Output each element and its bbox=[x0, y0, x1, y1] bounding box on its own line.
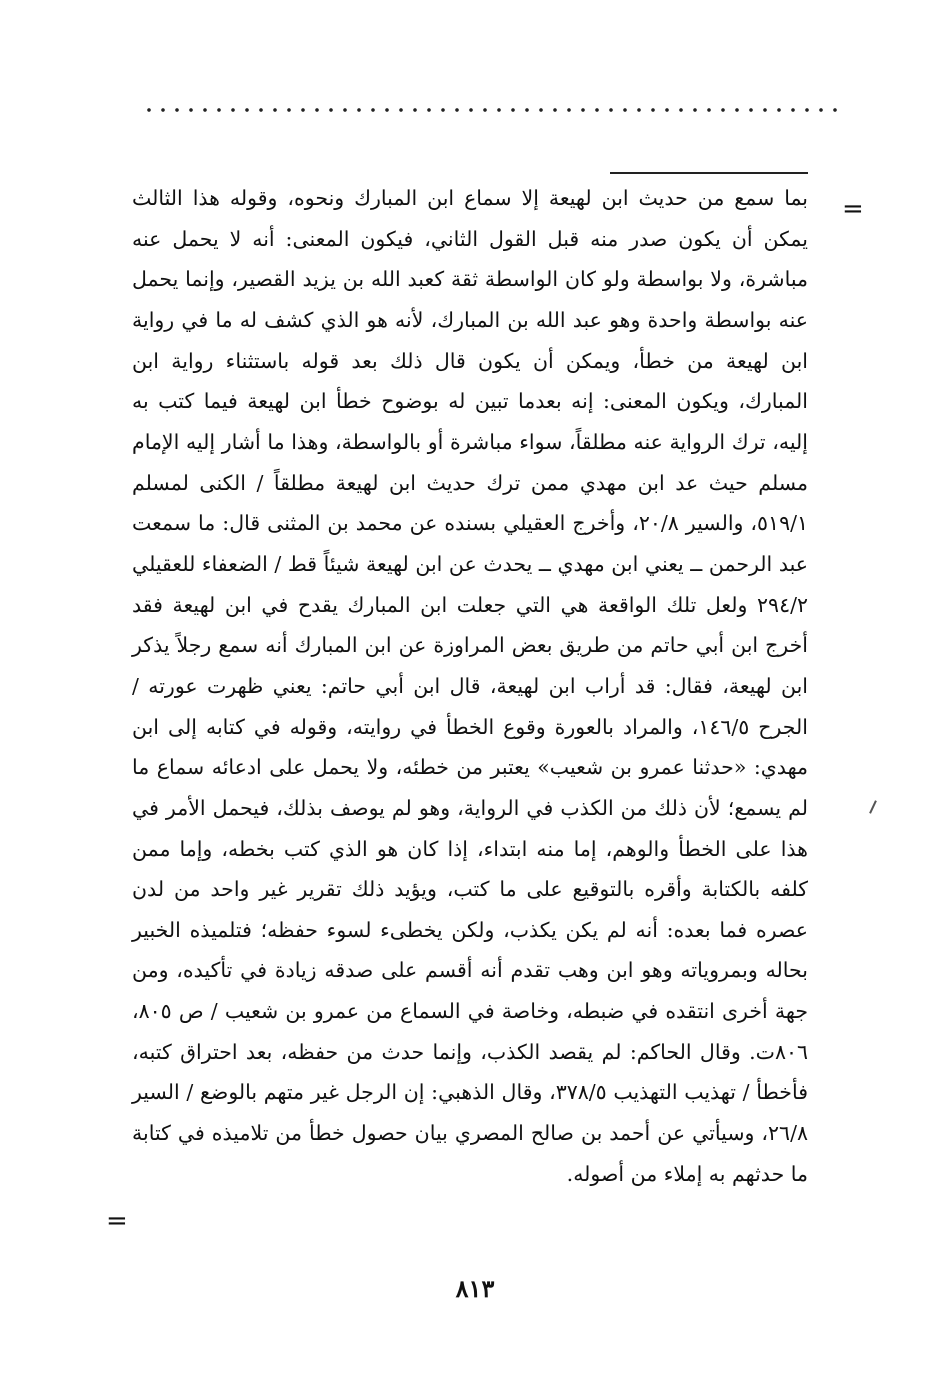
continuation-mark-end: = bbox=[106, 1206, 128, 1236]
dotted-separator bbox=[142, 106, 842, 114]
page-number: ٨١٣ bbox=[455, 1274, 495, 1303]
continuation-mark-start: = bbox=[842, 194, 864, 224]
footnote-rule bbox=[610, 172, 808, 174]
margin-tick-mark bbox=[869, 800, 877, 814]
footnote-text: بما سمع من حديث ابن لهيعة إلا سماع ابن المبارك ونحوه، وقوله هذا الثالث يمكن أن يكون صدر منه قبل القول الثاني، فيكون المعنى: أنه لا يحمل عنه مباشرة، ولا بواسطة ولو كان الواسطة ثقة كعبد الله بن يزيد القصير، وإنما يحمل عنه بواسطة واحدة وهو عبد الله بن المبارك، لأنه هو الذي كشف له ما في رواية ابن لهيعة من خطأ، ويمكن أن يكون قال ذلك بعد قوله باستثناء رواية ابن المبارك، ويكون المعنى: إنه بعدما تبين له بوضوح خطأ ابن لهيعة فيما كتب به إليه، ترك الرواية عنه مطلقاً، سواء مباشرة أو بالواسطة، وهذا ما أشار إليه الإمام مسلم حيث عد ابن مهدي ممن ترك حديث ابن لهيعة مطلقاً / الكنى لمسلم ٥١٩/١، والسير ٢٠/٨، وأخرج العقيلي بسنده عن محمد بن المثنى قال: ما سمعت عبد الرحمن ــ يعني ابن مهدي ــ يحدث عن ابن لهيعة شيئاً قط / الضعفاء للعقيلي ٢٩٤/٢ ولعل تلك الواقعة هي التي جعلت ابن المبارك يقدح في ابن لهيعة فقد أخرج ابن أبي حاتم من طريق بعض المراوزة عن ابن المبارك أنه سمع رجلاً يذكر ابن لهيعة، فقال: قد أراب ابن لهيعة، قال ابن أبي حاتم: يعني ظهرت عورته / الجرح ١٤٦/٥، والمراد بالعورة وقوع الخطأ في روايته، وقوله في كتابه إلى ابن مهدي: «حدثنا عمرو بن شعيب» يعتبر من خطئه، ولا يحمل على ادعائه سماع ما لم يسمع؛ لأن ذلك من الكذب في الرواية، وهو لم يوصف بذلك، فيحمل الأمر في هذا على الخطأ والوهم، إما منه ابتداء، إذا كان هو الذي كتب بخطه، وإما ممن كلفه بالكتابة وأقره بالتوقيع على ما كتب، ويؤيد ذلك تقرير غير واحد من لدن عصره فما بعده: أنه لم يكن يكذب، ولكن يخطىء لسوء حفظه؛ فتلميذه الخبير بحاله وبمروياته وهو ابن وهب تقدم أنه أقسم على صدقه زيادة في تأكيده، ومن جهة أخرى انتقده في ضبطه، وخاصة في السماع من عمرو بن شعيب / ص ٨٠٥، ٨٠٦ت. وقال الحاكم: لم يقصد الكذب، وإنما حدث من حفظه، بعد احتراق كتبه، فأخطأ / تهذيب التهذيب ٣٧٨/٥، وقال الذهبي: إن الرجل غير متهم بالوضع / السير ٢٦/٨، وسيأتي عن أحمد بن صالح المصري بيان حصول خطأ من تلاميذه في كتابة ما حدثهم به إملاء من أصوله. bbox=[132, 186, 808, 1186]
